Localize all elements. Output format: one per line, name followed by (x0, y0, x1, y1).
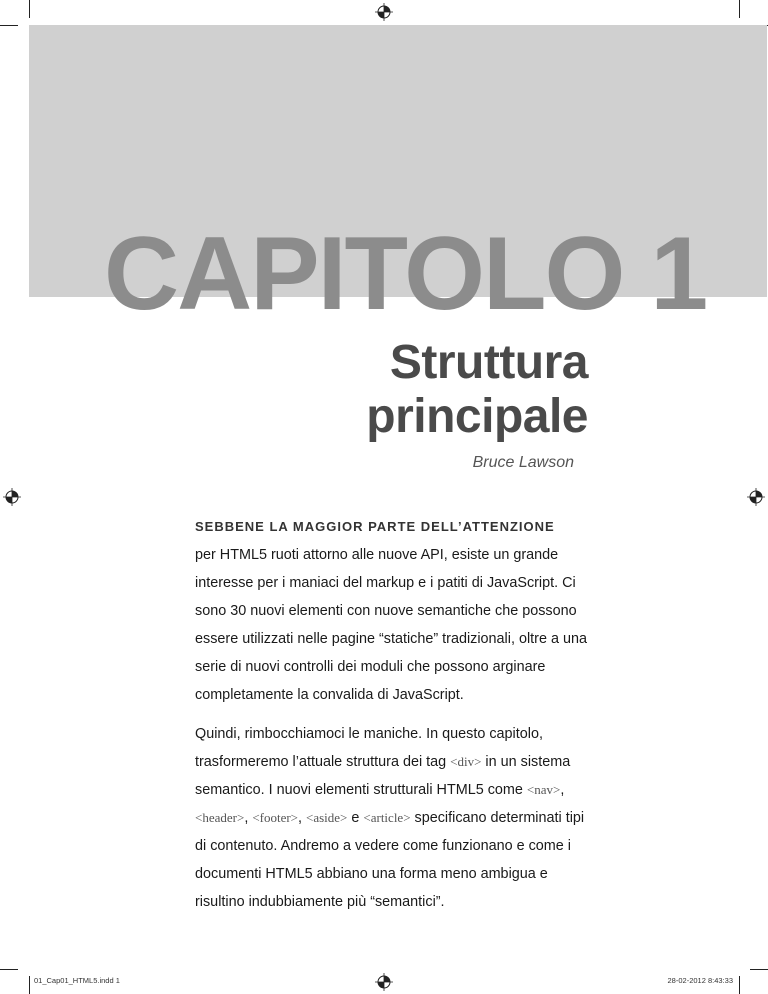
code-tag-aside: <aside> (306, 810, 348, 825)
code-tag-footer: <footer> (252, 810, 299, 825)
crop-mark (739, 0, 740, 18)
crop-mark (750, 969, 768, 970)
intro-text: Quindi, rimbocchiamoci le maniche. In questo capitolo, trasformeremo l’attuale struttura dei tag (195, 726, 543, 770)
code-tag-header: <header> (195, 810, 245, 825)
code-tag-nav: <nav> (526, 782, 561, 797)
author-name: Bruce Lawson (472, 454, 574, 471)
chapter-title-line-1: Struttura (389, 336, 588, 389)
crop-mark (739, 976, 740, 994)
chapter-title (366, 336, 588, 444)
chapter-intro (195, 513, 595, 927)
intro-text: specificano determinati tipi di contenuto. Andremo a vedere come funzionano e come i documenti HTML5 abbiano una forma meno ambigua e risultino indubbiamente più “semantici”. (195, 810, 585, 910)
intro-paragraph-1-text: per HTML5 ruoti attorno alle nuove API, esiste un grande interesse per i maniaci del markup e i patiti di JavaScript. Ci sono 30 nuovi elementi con nuove semantiche che possono essere utilizzati nelle pagine “statiche” tradizionali, oltre a una serie di nuovi controlli dei moduli che possono arginare completamente la convalida di JavaScript. (195, 547, 587, 703)
intro-text: e (347, 810, 364, 826)
registration-mark-icon (375, 973, 393, 991)
crop-mark (0, 25, 18, 26)
code-tag-div: <div> (450, 754, 482, 769)
chapter-title-line-2: principale (366, 390, 588, 443)
crop-mark (29, 0, 30, 18)
registration-mark-icon (747, 488, 765, 506)
intro-lead-in: SEBBENE LA MAGGIOR PARTE DELL’ATTENZIONE (195, 519, 555, 534)
intro-text: , (298, 810, 307, 826)
print-timestamp: 28-02-2012 8:43:33 (667, 976, 733, 985)
intro-text: , (560, 782, 565, 798)
crop-mark (0, 969, 18, 970)
print-file-name: 01_Cap01_HTML5.indd 1 (34, 976, 120, 985)
intro-text: , (244, 810, 253, 826)
intro-paragraph-2 (195, 720, 595, 916)
registration-mark-icon (375, 3, 393, 21)
registration-mark-icon (3, 488, 21, 506)
chapter-label: CAPITOLO 1 (104, 216, 707, 332)
intro-paragraph-1 (195, 513, 595, 709)
crop-mark (29, 976, 30, 994)
intro-text: in un sistema semantico. I nuovi elementi strutturali HTML5 come (195, 754, 571, 798)
code-tag-article: <article> (363, 810, 411, 825)
